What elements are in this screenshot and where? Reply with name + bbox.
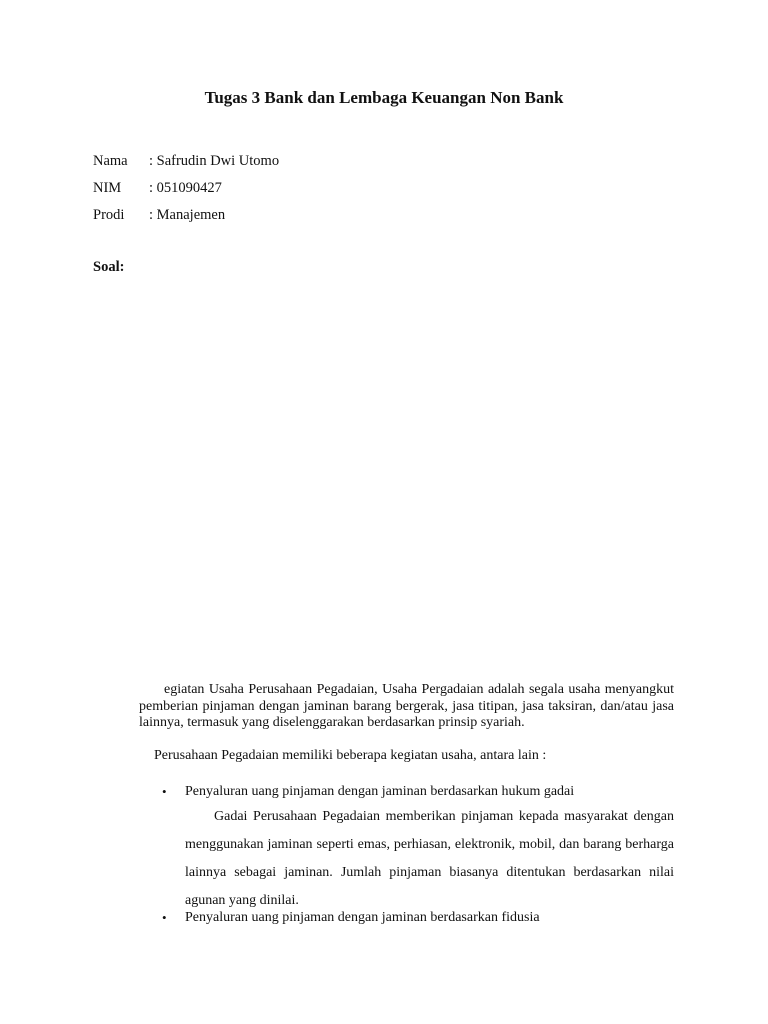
bullet-item-fidusia: Penyaluran uang pinjaman dengan jaminan berdasarkan fidusia xyxy=(185,910,540,925)
soal-label: Soal: xyxy=(93,259,125,275)
info-label-nama: Nama xyxy=(93,153,128,169)
info-label-prodi: Prodi xyxy=(93,207,125,223)
info-value-nama: : Safrudin Dwi Utomo xyxy=(149,153,280,169)
info-label-nim: NIM xyxy=(93,180,122,196)
paragraph-kegiatan-usaha: egiatan Usaha Perusahaan Pegadaian, Usaha Pergadaian adalah segala usaha menyangkut pemberian pinjaman dengan jaminan barang bergerak, jasa titipan, jasa taksiran, dan/atau jasa lainnya, termasuk yang diselenggarakan berdasarkan prinsip syariah. xyxy=(139,682,674,730)
bullet-item-gadai: Penyaluran uang pinjaman dengan jaminan berdasarkan hukum gadai xyxy=(185,784,575,799)
bullet-marker: • xyxy=(162,910,167,925)
info-row-nim xyxy=(93,179,222,197)
info-value-nim: : 051090427 xyxy=(149,180,222,196)
info-value-prodi: : Manajemen xyxy=(149,207,226,223)
paragraph-kegiatan-list-intro: Perusahaan Pegadaian memiliki beberapa kegiatan usaha, antara lain : xyxy=(154,748,547,763)
info-row-nama xyxy=(93,152,279,170)
document-title: Tugas 3 Bank dan Lembaga Keuangan Non Bank xyxy=(204,88,564,107)
info-row-prodi xyxy=(93,206,225,224)
bullet-marker: • xyxy=(162,784,167,799)
paragraph-gadai-detail: Gadai Perusahaan Pegadaian memberikan pinjaman kepada masyarakat dengan menggunakan jaminan seperti emas, perhiasan, elektronik, mobil, dan barang berharga lainnya sebagai jaminan. Jumlah pinjaman biasanya ditentukan berdasarkan nilai agunan yang dinilai. xyxy=(185,809,674,908)
